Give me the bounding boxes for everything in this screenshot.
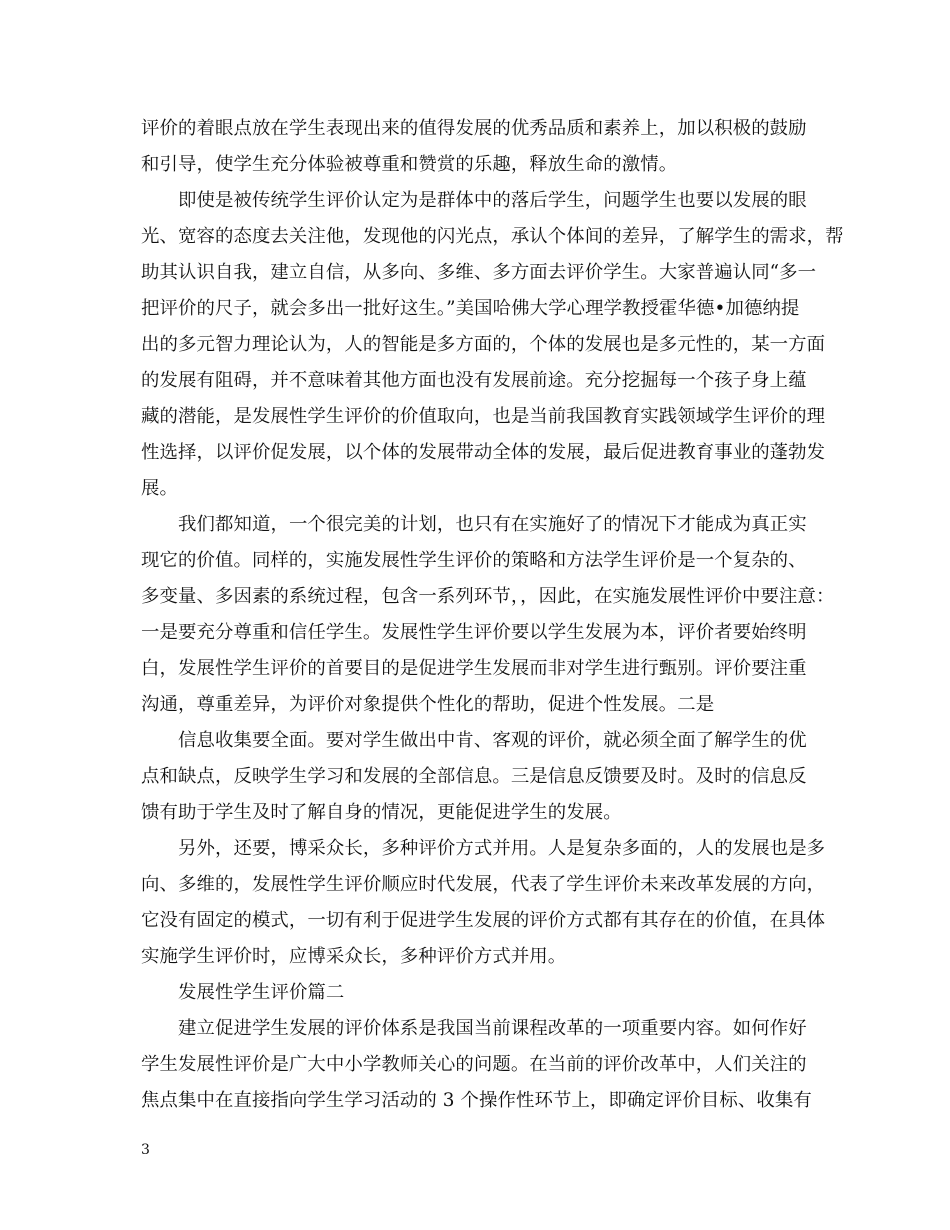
text-line: 光、宽容的态度去关注他，发现他的闪光点，承认个体间的差异，了解学生的需求，帮: [141, 226, 844, 247]
text-line: 和引导，使学生充分体验被尊重和赞赏的乐趣，释放生命的激情。: [141, 154, 678, 175]
text-line: 实施学生评价时，应博采众长，多种评价方式并用。: [141, 946, 567, 967]
section-heading: 发展性学生评价篇二: [178, 982, 345, 1003]
text-line: 白，发展性学生评价的首要目的是促进学生发展而非对学生进行甄别。评价要注重: [141, 658, 807, 679]
text-line: 信息收集要全面。要对学生做出中肯、客观的评价，就必须全面了解学生的优: [178, 730, 807, 751]
text-line: 学生发展性评价是广大中小学教师关心的问题。在当前的评价改革中，人们关注的: [141, 1054, 807, 1075]
text-line: 一是要充分尊重和信任学生。发展性学生评价要以学生发展为本，评价者要始终明: [141, 622, 807, 643]
text-line: 建立促进学生发展的评价体系是我国当前课程改革的一项重要内容。如何作好: [178, 1018, 807, 1039]
text-line: 现它的价值。同样的，实施发展性学生评价的策略和方法学生评价是一个复杂的、: [141, 550, 807, 571]
text-line: 把评价的尺子，就会多出一批好这生。”美国哈佛大学心理学教授霍华德•加德纳提: [141, 298, 800, 319]
text-line: 点和缺点，反映学生学习和发展的全部信息。三是信息反馈要及时。及时的信息反: [141, 766, 807, 787]
text-line: 藏的潜能，是发展性学生评价的价值取向，也是当前我国教育实践领域学生评价的理: [141, 406, 826, 427]
text-line: 焦点集中在直接指向学生学习活动的 3 个操作性环节上，即确定评价目标、收集有: [141, 1090, 812, 1111]
text-line: 出的多元智力理论认为，人的智能是多方面的，个体的发展也是多元性的，某一方面: [141, 334, 826, 355]
text-line: 评价的着眼点放在学生表现出来的值得发展的优秀品质和素养上，加以积极的鼓励: [141, 118, 807, 139]
text-line: 沟通，尊重差异，为评价对象提供个性化的帮助，促进个性发展。二是: [141, 694, 715, 715]
text-line: 馈有助于学生及时了解自身的情况，更能促进学生的发展。: [141, 802, 622, 823]
page-number: 3: [141, 1142, 150, 1158]
text-line: 性选择，以评价促发展，以个体的发展带动全体的发展，最后促进教育事业的蓬勃发: [141, 442, 826, 463]
text-line: 即使是被传统学生评价认定为是群体中的落后学生，问题学生也要以发展的眼: [178, 190, 807, 211]
text-line: 另外，还要，博采众长，多种评价方式并用。人是复杂多面的，人的发展也是多: [178, 838, 826, 859]
text-line: 多变量、多因素的系统过程，包含一系列环节，，因此，在实施发展性评价中要注意：: [141, 586, 835, 607]
text-line: 的发展有阻碍，并不意味着其他方面也没有发展前途。充分挖掘每一个孩子身上蕴: [141, 370, 807, 391]
text-line: 我们都知道，一个很完美的计划，也只有在实施好了的情况下才能成为真正实: [178, 514, 807, 535]
text-line: 它没有固定的模式，一切有利于促进学生发展的评价方式都有其存在的价值，在具体: [141, 910, 826, 931]
text-line: 助其认识自我，建立自信，从多向、多维、多方面去评价学生。大家普遍认同“多一: [141, 262, 817, 283]
text-line: 向、多维的，发展性学生评价顺应时代发展，代表了学生评价未来改革发展的方向，: [141, 874, 826, 895]
text-line: 展。: [141, 478, 178, 499]
